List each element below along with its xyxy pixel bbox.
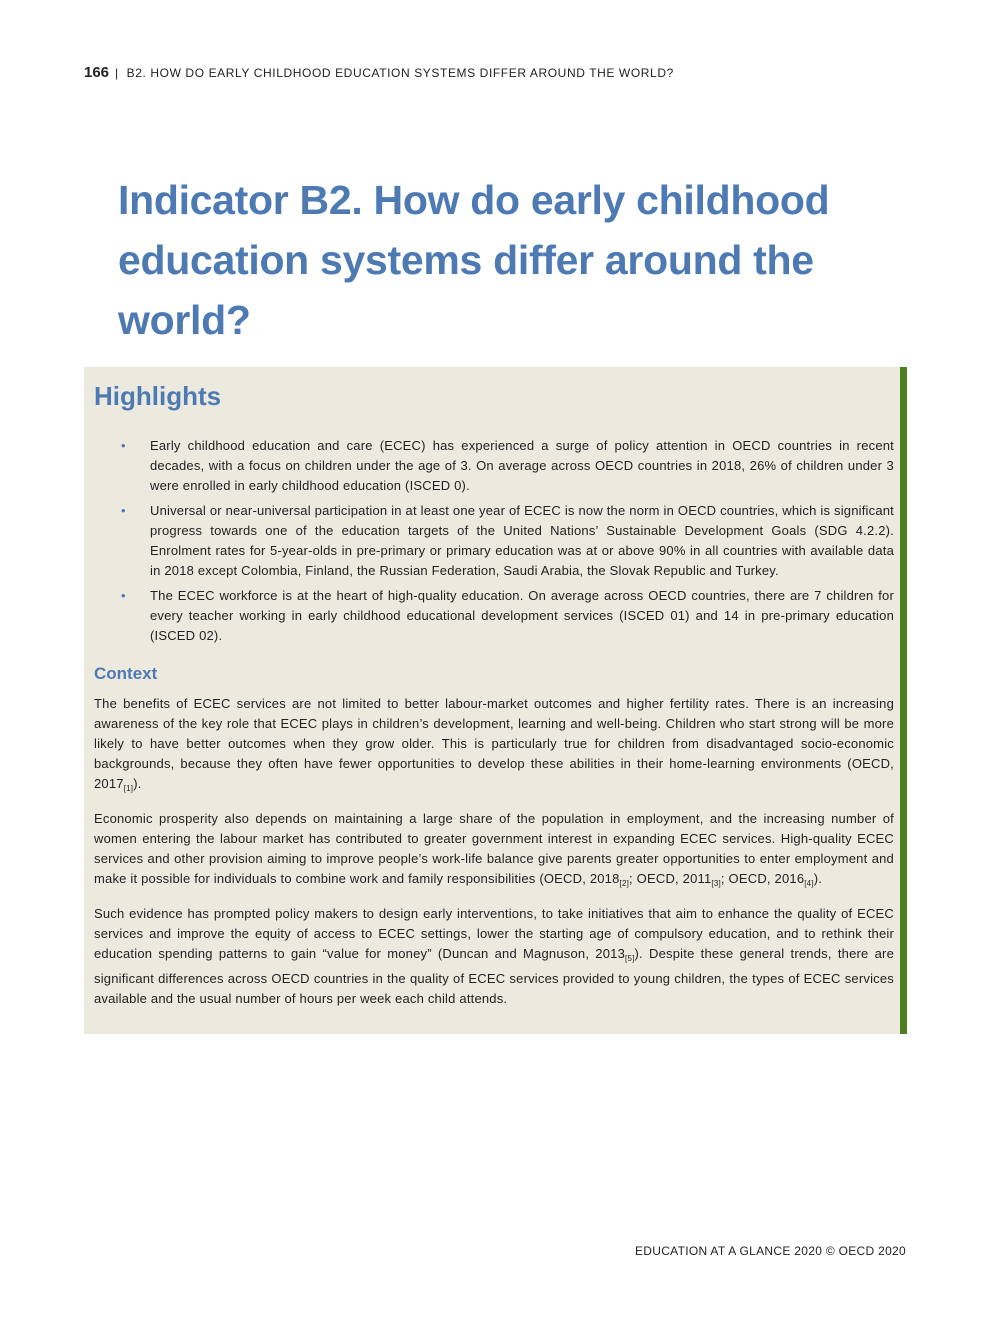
running-header — [84, 64, 674, 81]
running-title: B2. HOW DO EARLY CHILDHOOD EDUCATION SYSTEMS DIFFER AROUND THE WORLD? — [126, 66, 674, 80]
bullet-icon: • — [121, 588, 126, 603]
paragraph-text: ; OECD, 2011 — [629, 871, 712, 886]
citation-ref[interactable]: [1] — [123, 784, 134, 793]
paragraph-text: Such evidence has prompted policy makers to design early interventions, to take initiatives that aim to enhance the quality of ECEC services and improve the equity of access to ECEC settings, lower the starting age of compulsory education, and to rethink their education spending patterns to gain “value for money” (Duncan and Magnuson, 2013 — [94, 906, 894, 961]
highlights-heading: Highlights — [94, 381, 222, 411]
highlight-item — [121, 586, 894, 646]
paragraph-text: Economic prosperity also depends on maintaining a large share of the population in employment, and the increasing number of women entering the labour market has contributed to greater government interest in expanding ECEC services. High-quality ECEC services and other provision aiming to improve people’s work-life balance give parents greater opportunities to enter employment and make it possible for individuals to combine work and family responsibilities (OECD, 2018 — [94, 811, 894, 886]
highlights-list — [121, 436, 894, 651]
page-number: 166 — [84, 64, 110, 81]
bullet-icon: • — [121, 503, 126, 518]
paragraph-text: ). Despite these general trends, there are significant differences across OECD countries in the quality of ECEC services provided to young children, the types of ECEC services available and the usual number of hours per week each child attends. — [94, 946, 895, 1006]
context-paragraph — [94, 904, 894, 1009]
highlight-item — [121, 501, 894, 581]
highlights-box — [84, 367, 907, 1034]
context-body — [94, 694, 894, 1019]
citation-ref[interactable]: [3] — [711, 879, 721, 888]
indicator-title: Indicator B2. How do early childhood education systems differ around the world? — [118, 177, 830, 343]
paragraph-text: The benefits of ECEC services are not limited to better labour-market outcomes and higher fertility rates. There is an increasing awareness of the key role that ECEC plays in children’s development, learning and well-being. Children who start strong will be more likely to have better outcomes when they grow older. This is particularly true for children from disadvantaged socio-economic backgrounds, because they often have fewer opportunities to develop these abilities in their home-learning environments (OECD, 2017 — [94, 696, 894, 791]
paragraph-text: ; OECD, 2016 — [720, 871, 805, 886]
header-separator: | — [114, 66, 119, 80]
highlight-text: The ECEC workforce is at the heart of high-quality education. On average across OECD countries, there are 7 children for every teacher working in early childhood educational development services (ISCED 01) and 14 in pre-primary education (ISCED 02). — [150, 588, 894, 643]
highlight-item — [121, 436, 894, 496]
citation-ref[interactable]: [2] — [619, 879, 630, 888]
bullet-icon: • — [121, 438, 126, 453]
paragraph-text: ). — [813, 871, 823, 886]
citation-ref[interactable]: [5] — [625, 954, 635, 963]
citation-ref[interactable]: [4] — [804, 879, 814, 888]
context-paragraph — [94, 809, 894, 894]
context-paragraph — [94, 694, 894, 799]
highlight-text: Early childhood education and care (ECEC) has experienced a surge of policy attention in OECD countries in recent decades, with a focus on children under the age of 3. On average across OECD countries in 2018, 26% of children under 3 were enrolled in early childhood education (ISCED 0). — [150, 438, 894, 493]
page-footer: EDUCATION AT A GLANCE 2020 © OECD 2020 — [634, 1244, 906, 1258]
highlight-text: Universal or near-universal participation in at least one year of ECEC is now the norm in OECD countries, which is significant progress towards one of the education targets of the United Nations’ Sustainable Development Goals (SDG 4.2.2). Enrolment rates for 5-year-olds in pre-primary or primary education was at or above 90% in all countries with available data in 2018 except Colombia, Finland, the Russian Federation, Saudi Arabia, the Slovak Republic and Turkey. — [150, 503, 894, 578]
paragraph-text: ). — [133, 776, 142, 791]
context-heading: Context — [94, 664, 158, 683]
